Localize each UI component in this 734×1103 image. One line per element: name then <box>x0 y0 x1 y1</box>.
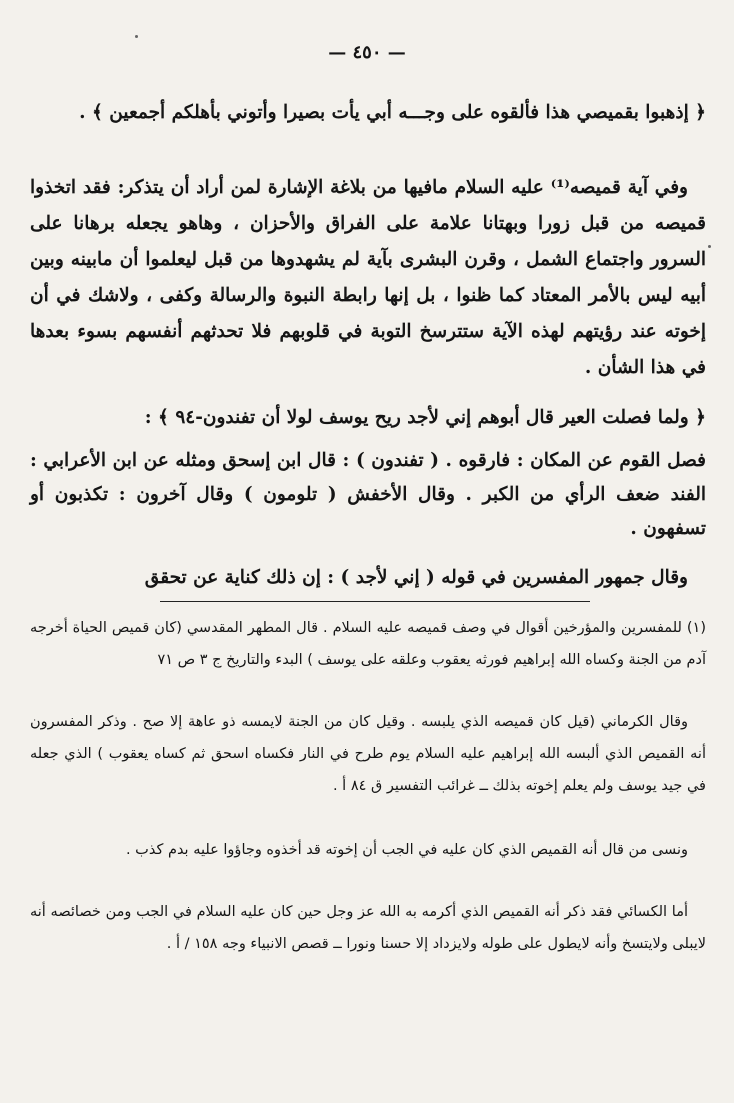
paragraph-2: فصل القوم عن المكان : فارقوه . ( تفندون ) : قال ابن إسحق ومثله عن ابن الأعرابي : الفند ضعف الرأي من الكبر . وقال الأخفش ( تلومون ) وقال آخرون : تكذبون أو تسفهون . <box>30 450 706 539</box>
quran-verse-1: ﴿ إذهبوا بقميصي هذا فألقوه على وجـــه أبي يأت بصيرا وأتوني بأهلكم أجمعين ﴾ . <box>79 102 706 123</box>
footnote-2: وقال الكرماني (قيل كان قميصه الذي يلبسه . وقيل كان من الجنة لايمسه ذو عاهة إلا صح . وذكر المفسرون أنه القميص الذي ألبسه الله إبراهيم عليه السلام يوم طرح في النار فكساه اسحق ثم كساه يعقوب ) الذي جعله في جيد يوسف ولم يعلم إخوته بذلك ــ غرائب التفسير ق ٨٤ أ . <box>30 714 706 794</box>
footnote-divider <box>160 601 590 602</box>
paragraph-1: وفي آية قميصه⁽¹⁾ عليه السلام مافيها من بلاغة الإشارة لمن أراد أن يتذكر: فقد اتخذوا قميصه من قبل زورا وبهتانا علامة على الفراق والأحزان ، وهاهو يجعله برهانا على السرور واجتماع الشمل ، وقرن البشرى بآية لم يشهدوها من قبل ليعلموا أن مابينه وبين أبيه ليس بالأمر المعتاد كما ظنوا ، بل إنها رابطة النبوة والرسالة وكفى ، ولاشك في أن إخوته عند رؤيتهم لهذه الآية ستترسخ التوبة في قلوبهم فلا تحدثهم أنفسهم بسوء بعدها في هذا الشأن . <box>30 177 706 378</box>
footnote-1: (١) للمفسرين والمؤرخين أقوال في وصف قميصه عليه السلام . قال المطهر المقدسي (كان قميص الحياة أخرجه آدم من الجنة وكساه الله إبراهيم فورثه يعقوب وعلقه على يوسف ) البدء والتاريخ ج ٣ ص ٧١ <box>30 620 706 668</box>
page-number: — ٤٥٠ — <box>328 42 406 63</box>
paragraph-3: وقال جمهور المفسرين في قوله ( إني لأجد ) : إن ذلك كناية عن تحقق <box>144 567 688 588</box>
paper-speck <box>708 245 711 248</box>
paper-speck <box>135 35 138 38</box>
footnote-4: أما الكسائي فقد ذكر أنه القميص الذي أكرمه به الله عز وجل حين كان عليه السلام في الجب ومن خصائصه أنه لايبلى ولايتسخ وأنه لايطول على طوله ولايزداد إلا حسنا ونورا ــ قصص الانبياء وجه ١٥٨ / أ . <box>30 904 706 952</box>
quran-verse-2: ﴿ ولما فصلت العير قال أبوهم إني لأجد ريح يوسف لولا أن تفندون-٩٤ ﴾ : <box>144 407 706 428</box>
footnote-3: ونسى من قال أنه القميص الذي كان عليه في الجب أن إخوته قد أخذوه وجاؤوا عليه بدم كذب . <box>125 842 688 858</box>
